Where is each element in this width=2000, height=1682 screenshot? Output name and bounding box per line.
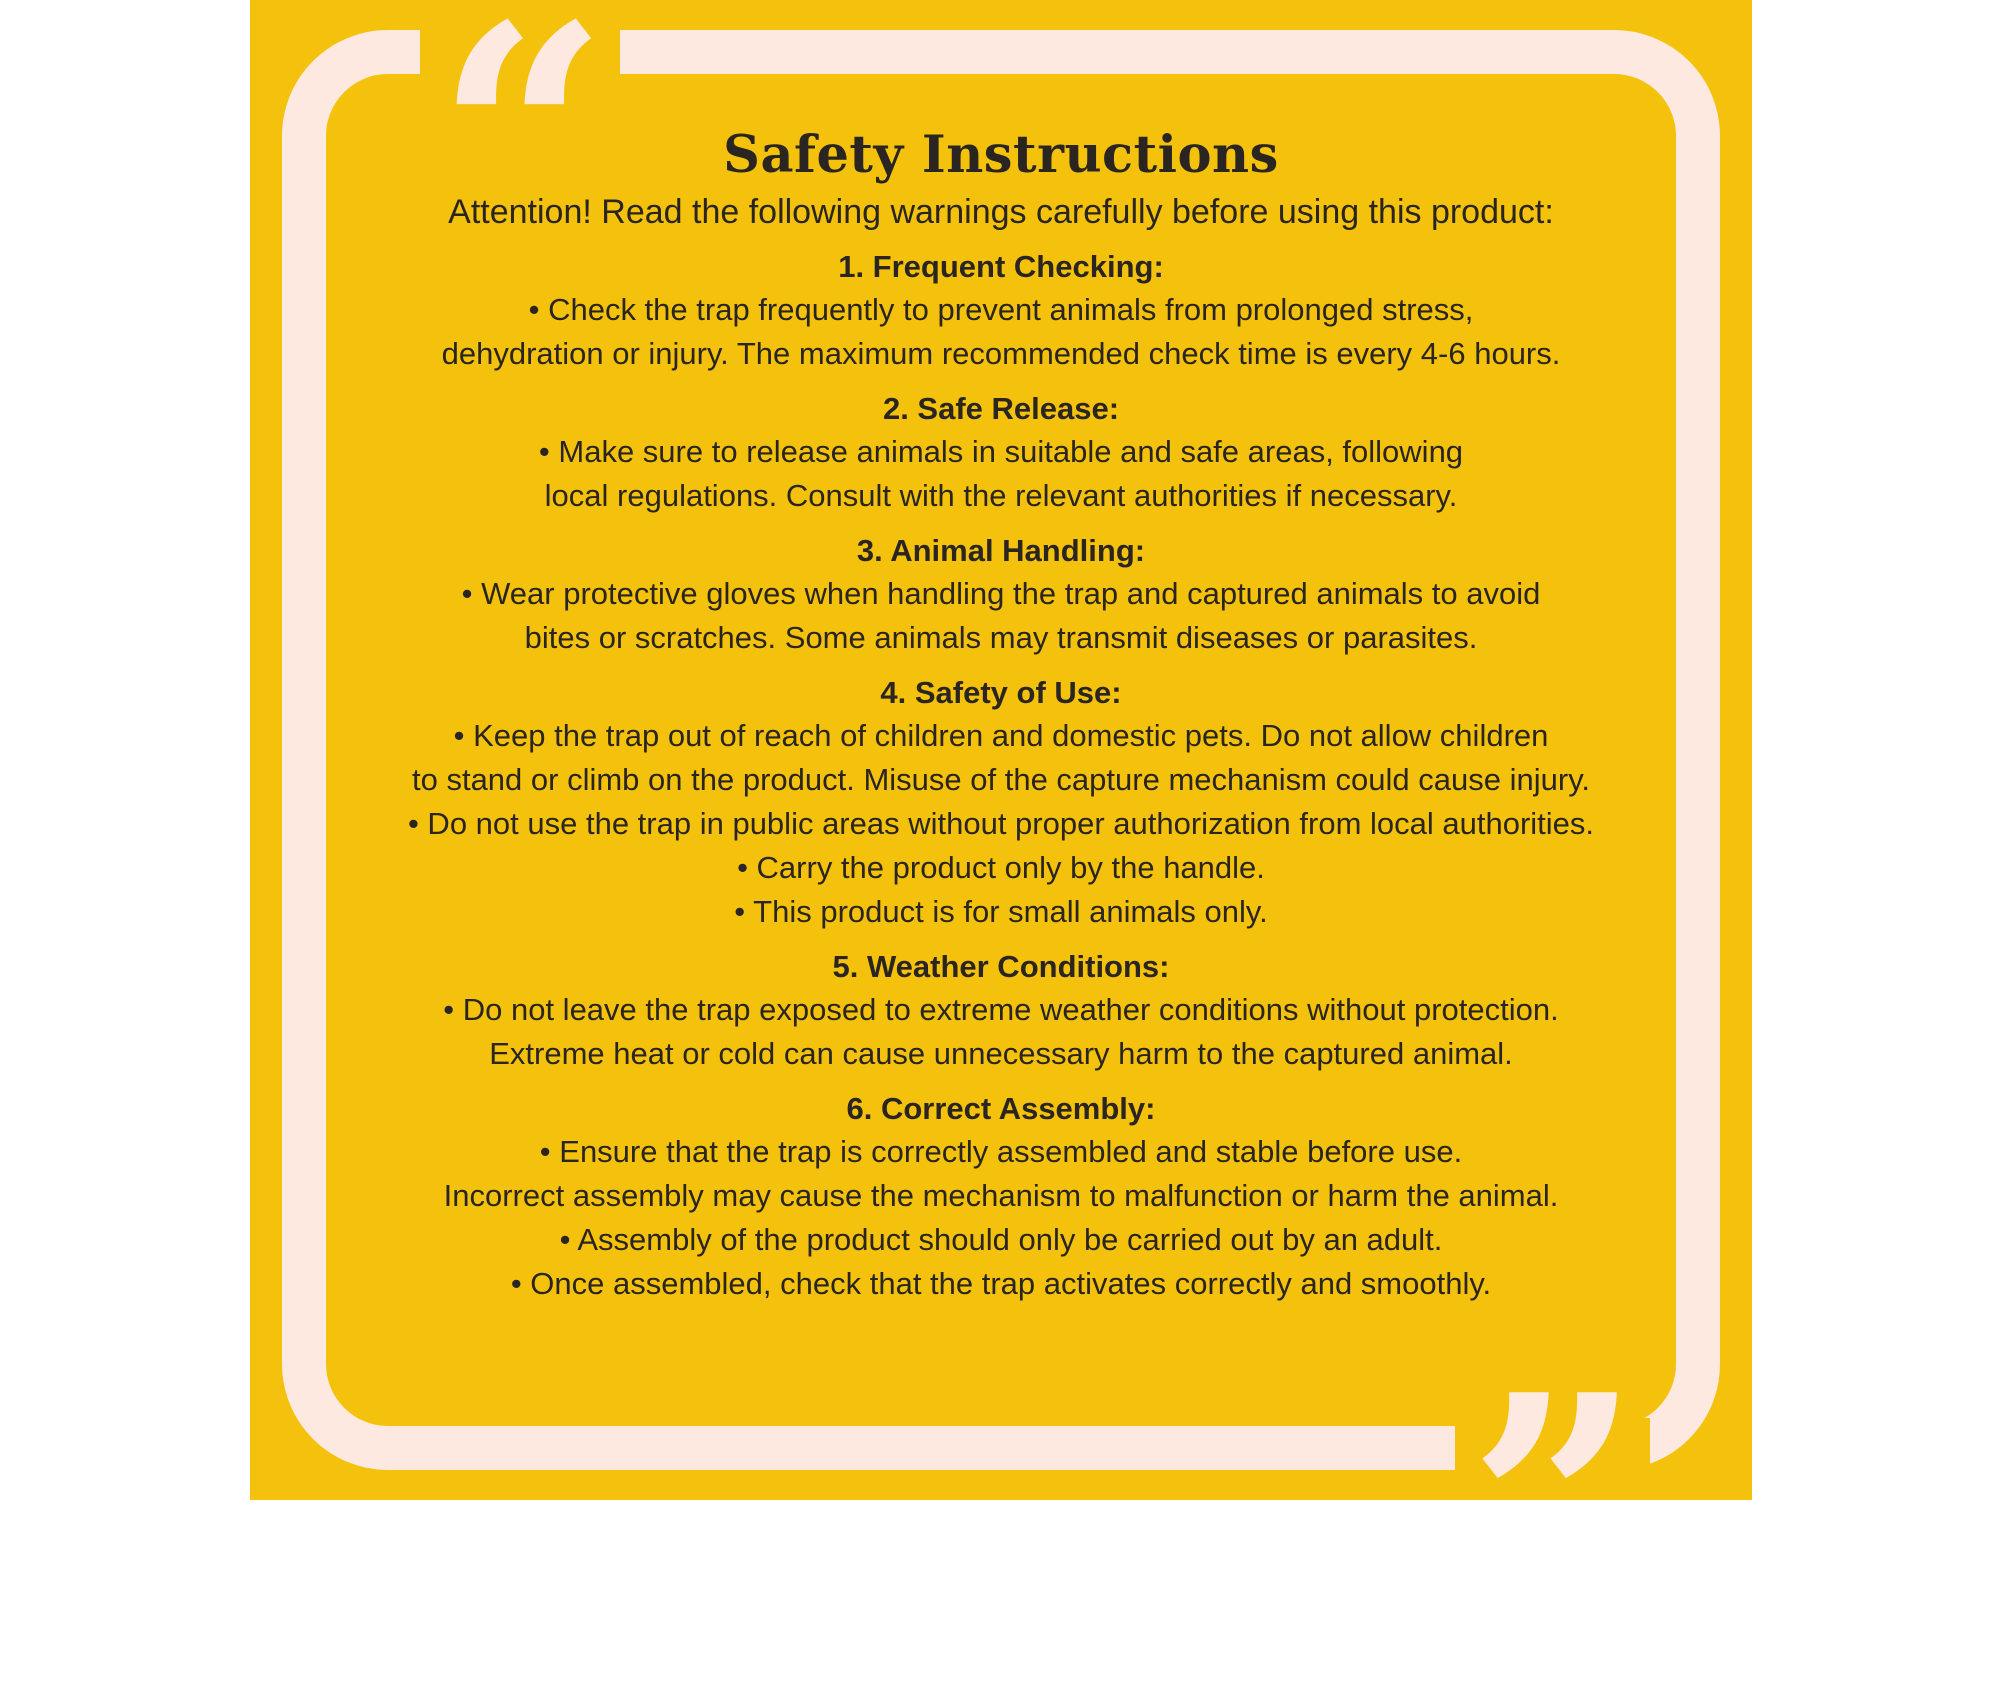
instruction-line: • Do not use the trap in public areas without proper authorization from local authorities. [407,806,1595,841]
instruction-line: bites or scratches. Some animals may transmit diseases or parasites. [524,620,1478,655]
instruction-line: • Once assembled, check that the trap activates correctly and smoothly. [510,1266,1492,1301]
section-animal-handling [310,530,1692,660]
safety-instructions-panel [250,0,1752,1682]
section-heading: 2. Safe Release: [882,391,1120,426]
section-correct-assembly [310,1088,1692,1306]
instruction-line: • Assembly of the product should only be carried out by an adult. [559,1222,1443,1257]
intro-text: Attention! Read the following warnings carefully before using this product: [448,193,1554,231]
instruction-line: • Wear protective gloves when handling the trap and captured animals to avoid [461,576,1541,611]
open-quote-icon: “ [436,0,609,312]
section-heading: 5. Weather Conditions: [832,949,1170,984]
section-heading: 1. Frequent Checking: [838,249,1164,284]
instruction-line: • This product is for small animals only. [734,894,1268,929]
instruction-line: • Ensure that the trap is correctly assembled and stable before use. [539,1134,1463,1169]
instruction-line: • Make sure to release animals in suitable and safe areas, following [538,434,1464,469]
instruction-line: to stand or climb on the product. Misuse of the capture mechanism could cause injury. [411,762,1590,797]
page-title: Safety Instructions [723,125,1279,185]
instructions-content [310,124,1692,1306]
section-frequent-checking [310,246,1692,376]
instruction-line: • Do not leave the trap exposed to extreme weather conditions without protection. [443,992,1559,1027]
instruction-line: local regulations. Consult with the relevant authorities if necessary. [544,478,1458,513]
section-safety-of-use [310,672,1692,934]
section-heading: 6. Correct Assembly: [846,1091,1156,1126]
close-quote-icon: ” [1468,1329,1641,1682]
section-heading: 4. Safety of Use: [880,675,1122,710]
instruction-line: Extreme heat or cold can cause unnecessary harm to the captured animal. [489,1036,1513,1071]
instruction-line: • Check the trap frequently to prevent animals from prolonged stress, [528,292,1474,327]
instruction-line: Incorrect assembly may cause the mechanism to malfunction or harm the animal. [443,1178,1559,1213]
instruction-line: • Keep the trap out of reach of children and domestic pets. Do not allow children [453,718,1549,753]
section-heading: 3. Animal Handling: [856,533,1146,568]
instruction-line: • Carry the product only by the handle. [737,850,1265,885]
section-weather-conditions [310,946,1692,1076]
instruction-line: dehydration or injury. The maximum recommended check time is every 4-6 hours. [441,336,1561,371]
section-safe-release [310,388,1692,518]
